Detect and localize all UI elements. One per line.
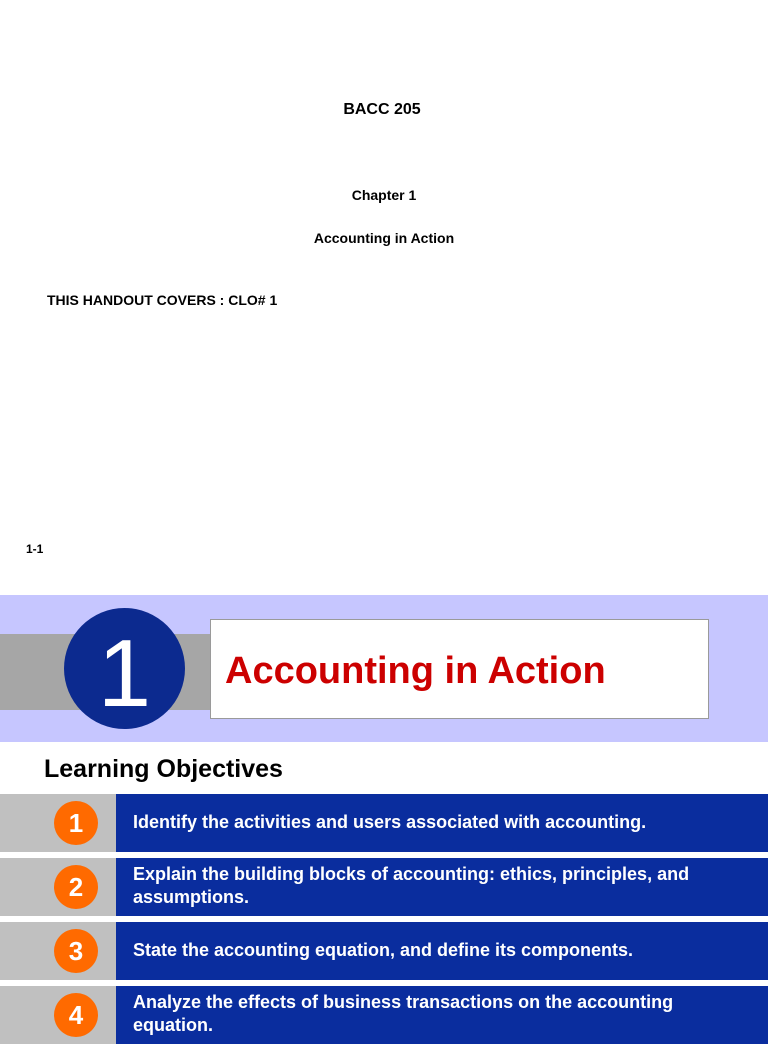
chapter-title-box xyxy=(210,619,709,719)
course-code: BACC 205 xyxy=(343,101,421,118)
objective-number: 4 xyxy=(68,1000,84,1030)
handout-covers-note: THIS HANDOUT COVERS : CLO# 1 xyxy=(47,292,278,308)
objective-number: 1 xyxy=(68,808,84,838)
objective-row xyxy=(0,922,768,980)
objective-text: Explain the building blocks of accounting: ethics, principles, and assumptions. xyxy=(133,864,690,907)
objective-number: 2 xyxy=(68,872,84,902)
chapter-number: 1 xyxy=(97,620,152,727)
objective-text: Identify the activities and users associated with accounting. xyxy=(133,812,647,832)
chapter-label: Chapter 1 xyxy=(351,187,417,203)
objective-text: Analyze the effects of business transactions on the accounting equation. xyxy=(133,992,674,1035)
learning-objectives-heading: Learning Objectives xyxy=(44,755,283,783)
objective-row xyxy=(0,858,768,916)
objective-row xyxy=(0,986,768,1035)
objective-number: 3 xyxy=(68,936,84,966)
chapter-subtitle: Accounting in Action xyxy=(313,230,455,246)
objective-row xyxy=(0,794,768,852)
chapter-banner xyxy=(0,595,768,742)
chapter-title: Accounting in Action xyxy=(225,650,606,692)
objective-text: State the accounting equation, and define its components. xyxy=(133,940,634,960)
slide-number: 1-1 xyxy=(26,542,44,556)
